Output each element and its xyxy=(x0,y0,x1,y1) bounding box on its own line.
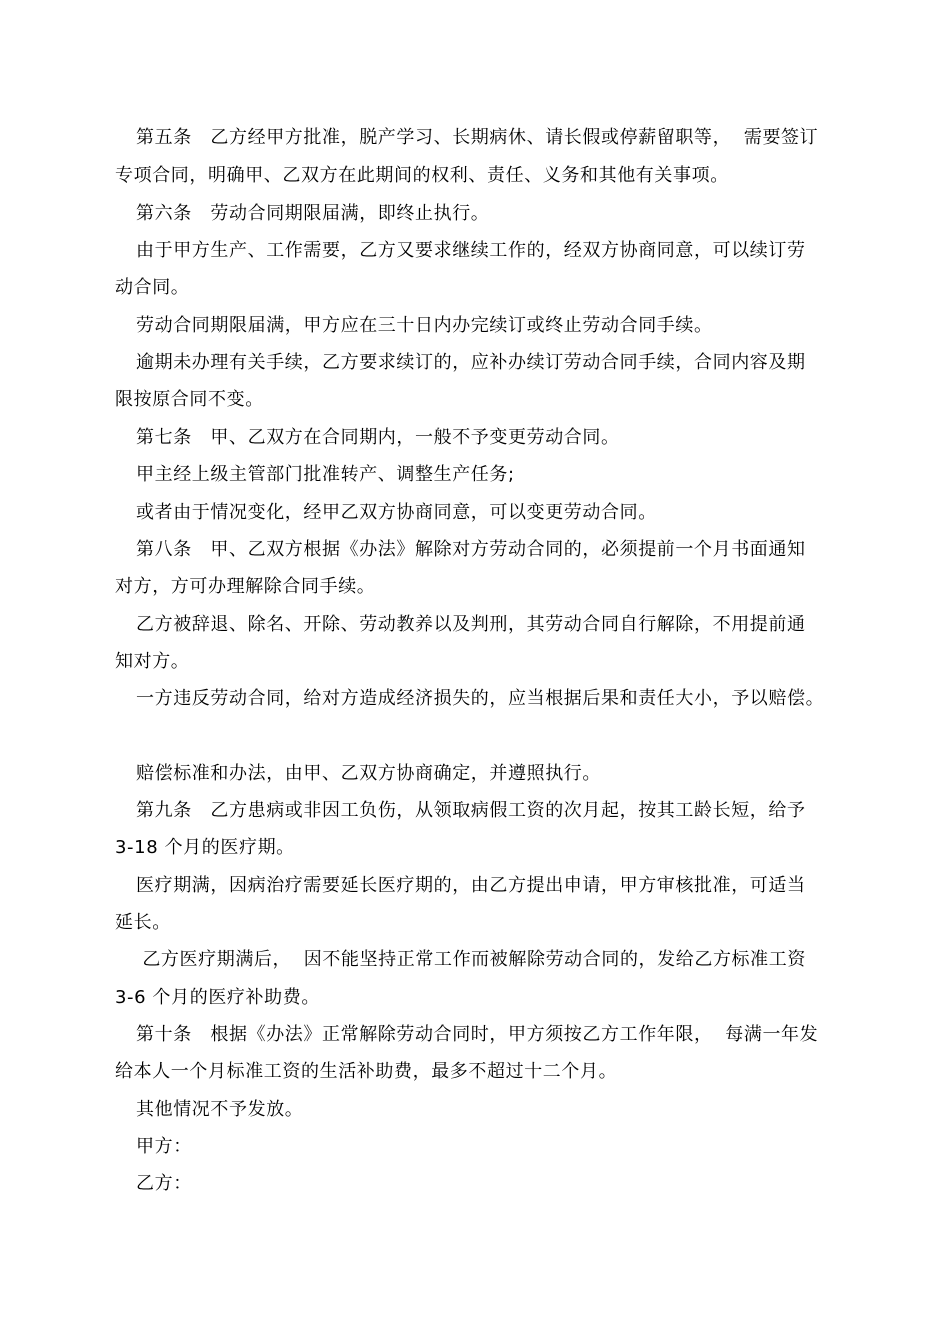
article-10-line-1: 第十条 根据《办法》正常解除劳动合同时，甲方须按乙方工作年限， 每满一年发 xyxy=(136,1024,819,1045)
article-8-dismissal-line-1: 乙方被辞退、除名、开除、劳动教养以及判刑，其劳动合同自行解除，不用提前通 xyxy=(136,614,806,635)
article-8-compensation: 一方违反劳动合同，给对方造成经济损失的，应当根据后果和责任大小，予以赔偿。 xyxy=(136,688,825,709)
article-10-line-2: 给本人一个月标准工资的生活补助费，最多不超过十二个月。 xyxy=(115,1061,618,1082)
article-8-line-2: 对方，方可办理解除合同手续。 xyxy=(115,576,376,597)
article-9-extension-line-2: 延长。 xyxy=(115,912,171,933)
article-5-line-1: 第五条 乙方经甲方批准，脱产学习、长期病休、请长假或停薪留职等， 需要签订 xyxy=(136,127,819,148)
article-9-extension-line-1: 医疗期满，因病治疗需要延长医疗期的，由乙方提出申请，甲方审核批准，可适当 xyxy=(136,875,806,896)
article-6-heading: 第六条 劳动合同期限届满，即终止执行。 xyxy=(136,203,490,224)
article-8-dismissal-line-2: 知对方。 xyxy=(115,651,190,672)
article-7-clause-2: 或者由于情况变化，经甲乙双方协商同意，可以变更劳动合同。 xyxy=(136,502,657,523)
article-5-line-2: 专项合同，明确甲、乙双方在此期间的权利、责任、义务和其他有关事项。 xyxy=(115,165,729,186)
article-7-heading: 第七条 甲、乙双方在合同期内，一般不予变更劳动合同。 xyxy=(136,427,620,448)
article-9-subsidy-line-1: 乙方医疗期满后， 因不能坚持正常工作而被解除劳动合同的，发给乙方标准工资 xyxy=(136,949,806,970)
article-9-line-2: 3-18 个月的医疗期。 xyxy=(115,837,295,858)
article-6-renewal-line-1: 由于甲方生产、工作需要，乙方又要求继续工作的，经双方协商同意，可以续订劳 xyxy=(136,240,806,261)
article-6-renewal-line-2: 动合同。 xyxy=(115,277,190,298)
article-8-line-1: 第八条 甲、乙双方根据《办法》解除对方劳动合同的，必须提前一个月书面通知 xyxy=(136,539,806,560)
article-6-overdue-line-2: 限按原合同不变。 xyxy=(115,389,264,410)
party-a-signature-label: 甲方： xyxy=(136,1136,192,1157)
article-9-subsidy-line-2: 3-6 个月的医疗补助费。 xyxy=(115,987,320,1008)
article-6-overdue-line-1: 逾期未办理有关手续，乙方要求续订的，应补办续订劳动合同手续，合同内容及期 xyxy=(136,352,806,373)
article-6-deadline: 劳动合同期限届满，甲方应在三十日内办完续订或终止劳动合同手续。 xyxy=(136,315,713,336)
article-7-clause-1: 甲主经上级主管部门批准转产、调整生产任务; xyxy=(136,464,515,485)
article-8-compensation-standard: 赔偿标准和办法，由甲、乙双方协商确定，并遵照执行。 xyxy=(136,763,601,784)
article-9-line-1: 第九条 乙方患病或非因工负伤，从领取病假工资的次月起，按其工龄长短，给予 xyxy=(136,800,806,821)
party-b-signature-label: 乙方： xyxy=(136,1173,192,1194)
article-10-other: 其他情况不予发放。 xyxy=(136,1099,304,1120)
